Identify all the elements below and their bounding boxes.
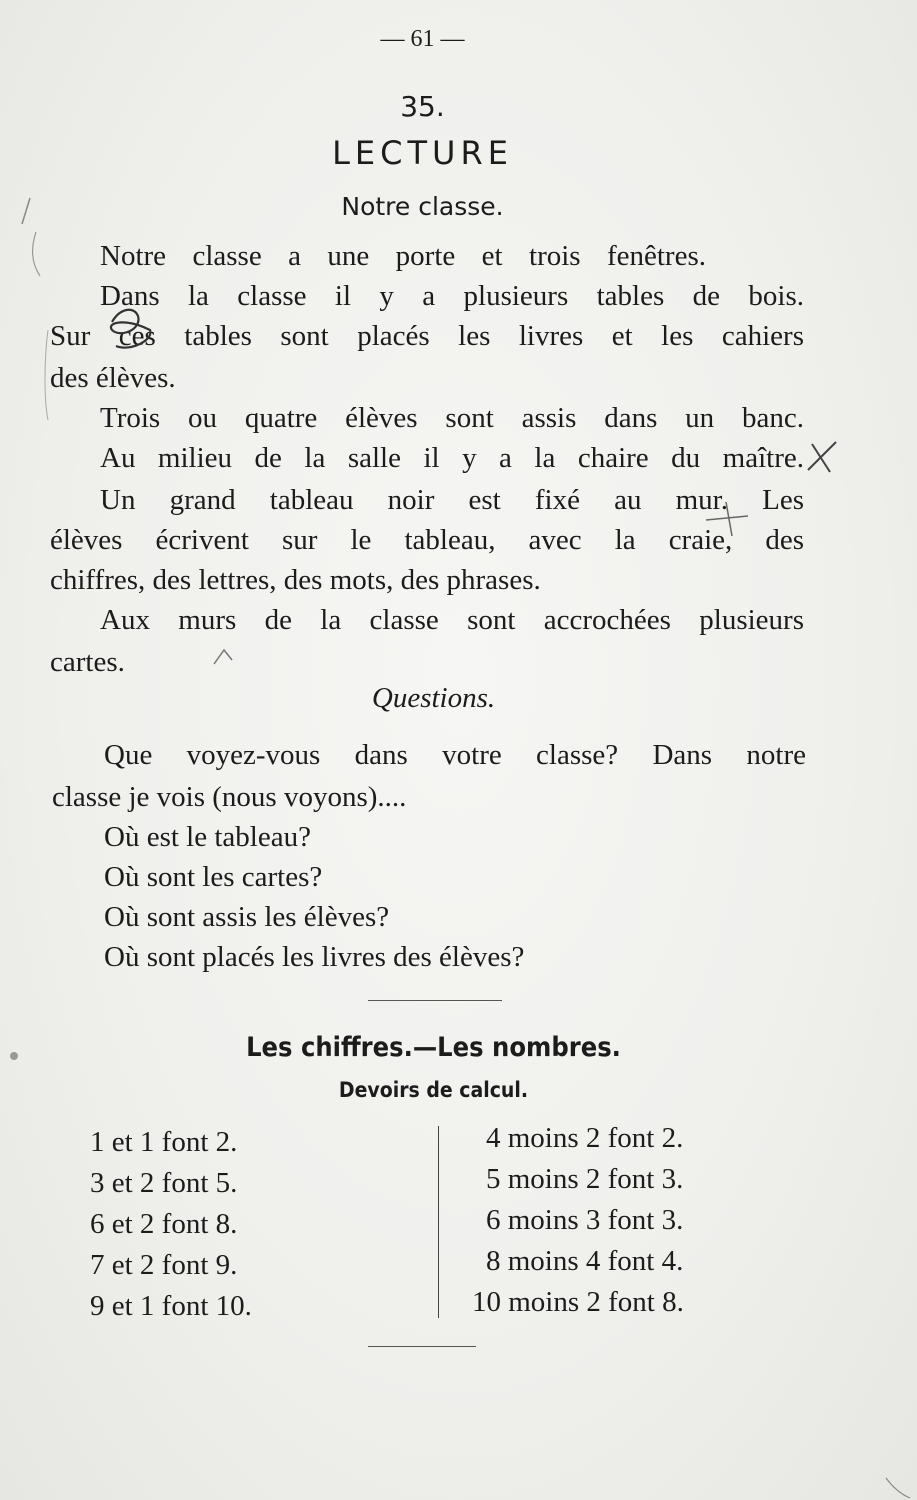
lesson-number: 35.: [400, 90, 445, 123]
addition-line: 1 et 1 font 2.: [90, 1126, 238, 1158]
numbers-subtitle: Devoirs de calcul.: [338, 1078, 529, 1102]
reading-line: Notre classe a une porte et trois fenêtres.: [100, 240, 706, 272]
question-line: Où sont assis les élèves?: [104, 901, 390, 933]
reading-line: des élèves.: [50, 362, 176, 394]
reading-title: Notre classe.: [341, 192, 504, 221]
question-line: Où est le tableau?: [104, 821, 311, 853]
reading-line: élèves écrivent sur le tableau, avec la craie, des: [50, 524, 804, 556]
addition-line: 9 et 1 font 10.: [90, 1290, 252, 1322]
question-line: Où sont les cartes?: [104, 861, 323, 893]
reading-line: Aux murs de la classe sont accrochées plusieurs: [100, 604, 804, 636]
subtraction-line: 6 moins 3 font 3.: [486, 1204, 684, 1236]
subtraction-line: 8 moins 4 font 4.: [486, 1245, 684, 1277]
question-line: classe je vois (nous voyons)....: [52, 781, 407, 813]
reading-line: Au milieu de la salle il y a la chaire du maître.: [100, 442, 804, 474]
addition-line: 7 et 2 font 9.: [90, 1249, 238, 1281]
reading-line: Trois ou quatre élèves sont assis dans un banc.: [100, 402, 804, 434]
subtraction-line: 5 moins 2 font 3.: [486, 1163, 684, 1195]
reading-line: chiffres, des lettres, des mots, des phrases.: [50, 564, 541, 596]
reading-line: Un grand tableau noir est fixé au mur. Les: [100, 484, 804, 516]
addition-line: 6 et 2 font 8.: [90, 1208, 238, 1240]
subtraction-line: 4 moins 2 font 2.: [486, 1122, 684, 1154]
addition-line: 3 et 2 font 5.: [90, 1167, 238, 1199]
reading-line: cartes.: [50, 646, 125, 678]
reading-line: Dans la classe il y a plusieurs tables de bois.: [100, 280, 804, 312]
question-line: Que voyez-vous dans votre classe? Dans notre: [104, 739, 806, 771]
reading-line: Sur ces tables sont placés les livres et les cahiers: [50, 320, 804, 352]
subtraction-line: 10 moins 2 font 8.: [472, 1286, 684, 1318]
page-number: — 61 —: [380, 26, 465, 52]
section-title: LECTURE: [332, 134, 513, 172]
questions-title: Questions.: [371, 682, 496, 714]
numbers-title: Les chiffres.—Les nombres.: [246, 1032, 621, 1063]
question-line: Où sont placés les livres des élèves?: [104, 941, 525, 973]
